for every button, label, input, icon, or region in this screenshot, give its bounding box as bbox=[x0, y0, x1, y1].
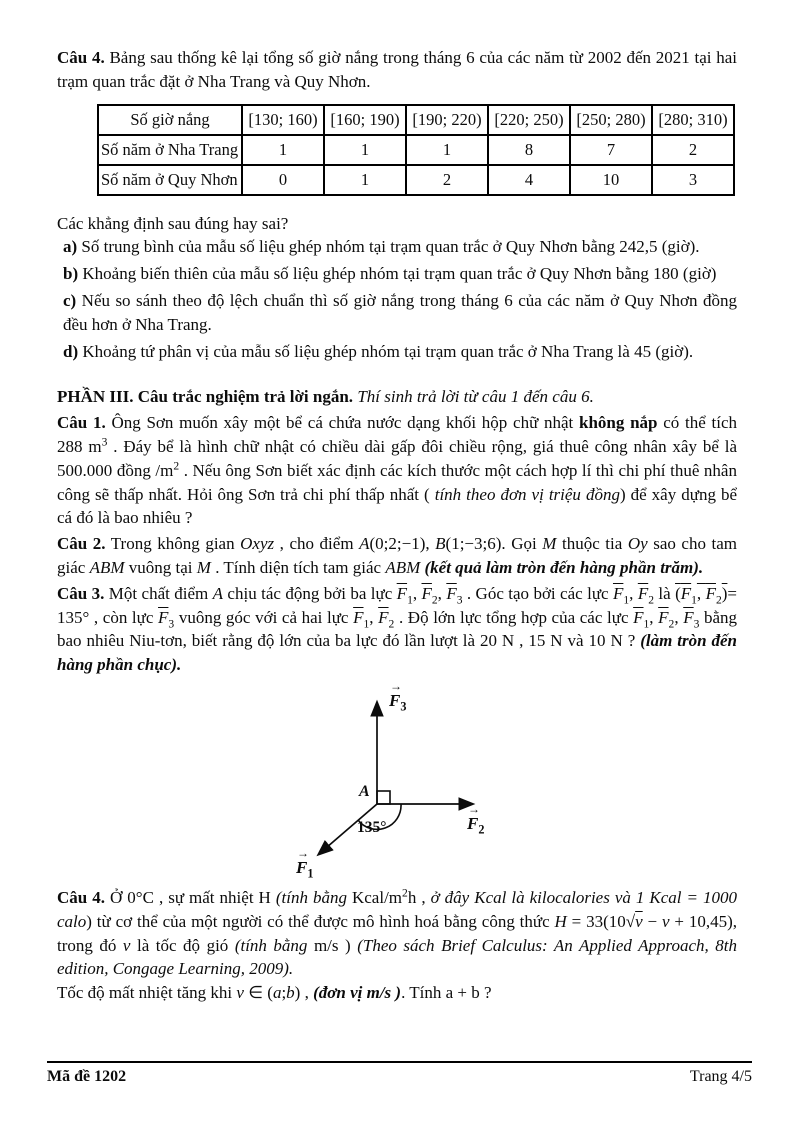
table-header-cell: [250; 280) bbox=[570, 105, 652, 135]
table-cell: 1 bbox=[406, 135, 488, 165]
vector-arrow-icon: → bbox=[297, 845, 308, 860]
table-cell: 10 bbox=[570, 165, 652, 195]
table-row bbox=[98, 165, 734, 195]
statement-d: d) Khoảng tứ phân vị của mẫu số liệu ghép nhóm tại trạm quan trắc ở Nha Trang là 45 (giờ). bbox=[63, 341, 694, 361]
statement-a: a) Số trung bình của mẫu số liệu ghép nhóm tại trạm quan trắc ở Quy Nhơn bằng 242,5 (giờ). bbox=[63, 237, 700, 257]
question-1: Câu 1. Ông Sơn muốn xây một bể cá chứa nước dạng khối hộp chữ nhật không nắp có thể tích 288 $m^3$ . Đáy bể là hình chữ nhật có chiều dài gấp đôi chiều rộng, giá thuê công nhân xây bể là 500.000 đồng $/m^2$ . Nếu ông Sơn biết xác định các kích thước một cách hợp lí thì chi phí thuê nhân công sẽ thấp nhất. Hỏi ông Sơn trả chi phí thấp nhất ( tính theo đơn vị triệu đồng) để xây dựng bể cá đó là bao nhiêu ? bbox=[57, 413, 738, 528]
table-header-cell: [130; 160) bbox=[242, 105, 324, 135]
f3-label: → $F_3$ bbox=[389, 678, 407, 714]
table-cell: 2 bbox=[406, 165, 488, 195]
table-cell: 4 bbox=[488, 165, 570, 195]
question-4-heat: Câu 4. Ở 0°C , sự mất nhiệt H (tính bằng Kcal/$m^2h$ , ở đây Kcal là kilocalories và 1 Kcal = 1000 calo) từ cơ thể của một người có thể được mô hình hoá bằng công thức H = 33(10√v − v + 10,45), trong đó v là tốc độ gió (tính bằng m/s ) (Theo sách Brief Calculus: An Applied Approach, 8th edition, Congage Learning, 2009). bbox=[57, 886, 738, 979]
force-diagram-svg bbox=[269, 678, 549, 884]
right-angle-mark bbox=[377, 791, 390, 804]
table-cell: 3 bbox=[652, 165, 734, 195]
true-false-prompt: Các khẳng định sau đúng hay sai? bbox=[57, 213, 289, 233]
question-3: Câu 3. Một chất điểm A chịu tác động bởi ba lực $\overline{F}_1$, $\overline{F}_2$, $\overline{F}_3$ . Góc tạo bởi các lực $\overline{F}_1$, $\overline{F}_2$ là ($\overline{F}_1$, $\overline{F}_2)= 135^\circ$ , còn lực $\overline{F}_3$ vuông góc với cả hai lực $\overline{F}_1$, $\overline{F}_2$ . Độ lớn lực tổng hợp của các lực $\overline{F}_1$, $\overline{F}_2$, $\overline{F}_3$ bằng bao nhiêu Niu-tơn, biết rằng độ lớn của ba lực đó lần lượt là 20 N , 15 N và 10 N ? (làm tròn đến hàng phần chục). bbox=[57, 583, 738, 675]
table-header-cell: [280; 310) bbox=[652, 105, 734, 135]
question-2: Câu 2. Trong không gian Oxyz , cho điểm A(0;2;−1), B(1;−3;6). Gọi M thuộc tia Oy sao cho tam giác ABM vuông tại M . Tính diện tích tam giác ABM (kết quả làm tròn đến hàng phần trăm). bbox=[57, 534, 737, 577]
vector-arrow-icon: → bbox=[468, 801, 479, 816]
table-header-cell: [160; 190) bbox=[324, 105, 406, 135]
table-header-row bbox=[98, 105, 734, 135]
question-4-heat-final: Tốc độ mất nhiệt tăng khi v ∈ (a;b) , (đơn vị m/s ). Tính a + b ? bbox=[57, 983, 492, 1003]
page-footer bbox=[47, 1061, 752, 1088]
table-cell: 1 bbox=[242, 135, 324, 165]
table-cell: 7 bbox=[570, 135, 652, 165]
f1-label: → $F_1$ bbox=[296, 845, 314, 881]
exam-code: Mã đề 1202 bbox=[47, 1068, 127, 1085]
question-4-stats-intro: Câu 4. Bảng sau thống kê lại tổng số giờ nắng trong tháng 6 của các năm từ 2002 đến 2021 tại hai trạm quan trắc đặt ở Nha Trang và Quy Nhơn. bbox=[57, 48, 737, 91]
table-row bbox=[98, 135, 734, 165]
f2-label: → $F_2$ bbox=[467, 801, 485, 837]
table-cell: 8 bbox=[488, 135, 570, 165]
table-cell: 1 bbox=[324, 165, 406, 195]
table-header-cell: [190; 220) bbox=[406, 105, 488, 135]
table-row-label: Số năm ở Nha Trang bbox=[98, 135, 242, 165]
statement-b: b) Khoảng biến thiên của mẫu số liệu ghép nhóm tại trạm quan trắc ở Quy Nhơn bằng 180 (giờ) bbox=[63, 264, 717, 284]
force-diagram bbox=[269, 678, 549, 884]
table-cell: 0 bbox=[242, 165, 324, 195]
vector-arrow-icon: → bbox=[390, 678, 401, 693]
table-header-cell: [220; 250) bbox=[488, 105, 570, 135]
table-cell: 2 bbox=[652, 135, 734, 165]
angle-135-label: 135° bbox=[357, 818, 387, 836]
table-row-label: Số năm ở Quy Nhơn bbox=[98, 165, 242, 195]
part3-heading: PHẦN III. Câu trắc nghiệm trả lời ngắn. Thí sinh trả lời từ câu 1 đến câu 6. bbox=[57, 387, 594, 407]
table-header-cell: Số giờ nắng bbox=[98, 105, 242, 135]
statement-c: c) Nếu so sánh theo độ lệch chuẩn thì số giờ nắng trong tháng 6 của các năm ở Quy Nhơn đồng đều hơn ở Nha Trang. bbox=[63, 290, 737, 334]
page-number: Trang 4/5 bbox=[689, 1068, 752, 1085]
point-a-label: A bbox=[359, 782, 370, 800]
sunshine-hours-table bbox=[97, 104, 735, 196]
table-cell: 1 bbox=[324, 135, 406, 165]
